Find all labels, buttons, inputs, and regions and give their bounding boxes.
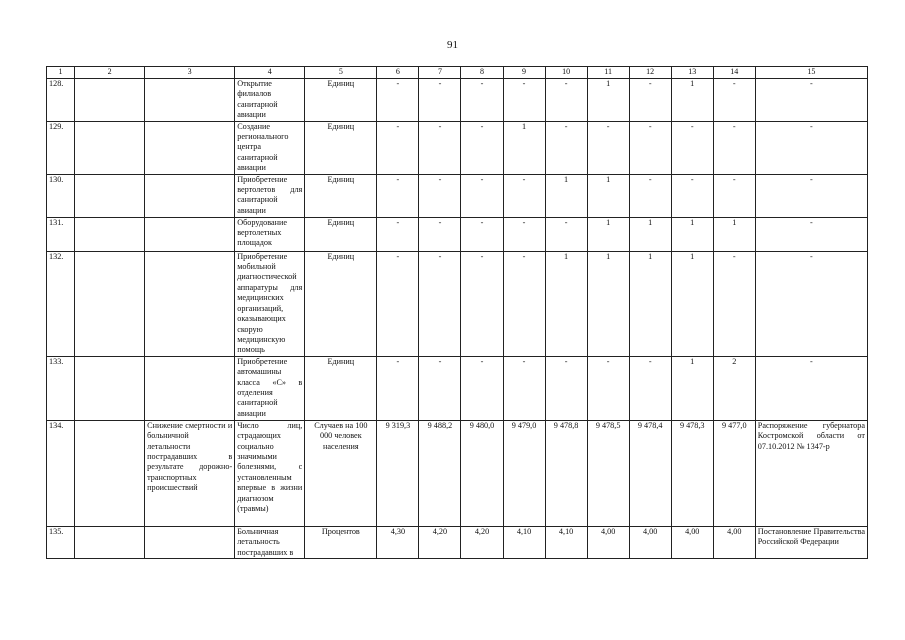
value-cell: - <box>461 174 503 217</box>
row-number: 131. <box>47 217 75 251</box>
value-cell: 4,00 <box>587 526 629 558</box>
value-cell: - <box>629 174 671 217</box>
value-cell: - <box>671 121 713 174</box>
indicator-name: Число лиц, страдающих социально значимыми болезнями, с установленным впервые в жизни диагнозом (травмы) <box>235 420 305 526</box>
value-cell: - <box>503 217 545 251</box>
value-cell: - <box>629 79 671 122</box>
value-cell: 9 480,0 <box>461 420 503 526</box>
unit: Единиц <box>305 79 377 122</box>
table-row <box>47 79 868 122</box>
value-cell: - <box>671 174 713 217</box>
table-row <box>47 174 868 217</box>
table-row <box>47 356 868 420</box>
row-col2 <box>75 79 145 122</box>
goal-text: Снижение смертности и больничной летальности пострадавших в результате дорожно-транспортных происшествий <box>145 420 235 526</box>
value-cell: 1 <box>545 251 587 356</box>
header-cell: 3 <box>145 67 235 79</box>
value-cell: - <box>503 356 545 420</box>
page-number: 91 <box>447 39 458 51</box>
legal-basis: Постановление Правительства Российской Федерации <box>755 526 867 558</box>
value-cell: - <box>419 217 461 251</box>
goal-text <box>145 79 235 122</box>
row-col2 <box>75 174 145 217</box>
indicator-name: Создание регионального центра санитарной авиации <box>235 121 305 174</box>
value-cell: - <box>587 356 629 420</box>
goal-text <box>145 217 235 251</box>
legal-basis: - <box>755 356 867 420</box>
value-cell: - <box>419 121 461 174</box>
indicator-name: Оборудование вертолетных площадок <box>235 217 305 251</box>
row-col2 <box>75 121 145 174</box>
value-cell: - <box>713 174 755 217</box>
value-cell: 1 <box>713 217 755 251</box>
value-cell: - <box>503 174 545 217</box>
row-number: 129. <box>47 121 75 174</box>
header-cell: 13 <box>671 67 713 79</box>
value-cell: 9 478,5 <box>587 420 629 526</box>
header-cell: 8 <box>461 67 503 79</box>
header-cell: 15 <box>755 67 867 79</box>
value-cell: 2 <box>713 356 755 420</box>
value-cell: - <box>629 356 671 420</box>
row-col2 <box>75 217 145 251</box>
value-cell: 9 479,0 <box>503 420 545 526</box>
goal-text <box>145 251 235 356</box>
value-cell: 4,00 <box>629 526 671 558</box>
value-cell: - <box>377 174 419 217</box>
value-cell: - <box>587 121 629 174</box>
header-cell: 4 <box>235 67 305 79</box>
value-cell: 1 <box>671 79 713 122</box>
value-cell: - <box>713 251 755 356</box>
value-cell: 1 <box>587 79 629 122</box>
table-row <box>47 251 868 356</box>
table-row <box>47 420 868 526</box>
row-number: 132. <box>47 251 75 356</box>
value-cell: - <box>377 79 419 122</box>
header-cell: 14 <box>713 67 755 79</box>
value-cell: - <box>377 251 419 356</box>
value-cell: 9 478,8 <box>545 420 587 526</box>
value-cell: 1 <box>587 217 629 251</box>
value-cell: 9 478,3 <box>671 420 713 526</box>
value-cell: 4,20 <box>419 526 461 558</box>
header-cell: 9 <box>503 67 545 79</box>
value-cell: - <box>503 251 545 356</box>
unit: Единиц <box>305 217 377 251</box>
value-cell: - <box>377 217 419 251</box>
value-cell: - <box>419 174 461 217</box>
value-cell: 1 <box>629 251 671 356</box>
indicator-name: Приобретение вертолетов для санитарной авиации <box>235 174 305 217</box>
value-cell: - <box>461 251 503 356</box>
row-number: 133. <box>47 356 75 420</box>
unit: Единиц <box>305 356 377 420</box>
unit: Единиц <box>305 174 377 217</box>
value-cell: - <box>713 121 755 174</box>
legal-basis: - <box>755 251 867 356</box>
value-cell: - <box>545 217 587 251</box>
unit: Единиц <box>305 251 377 356</box>
value-cell: - <box>419 79 461 122</box>
value-cell: - <box>503 79 545 122</box>
row-number: 134. <box>47 420 75 526</box>
value-cell: - <box>545 356 587 420</box>
row-number: 130. <box>47 174 75 217</box>
table-row <box>47 217 868 251</box>
row-number: 128. <box>47 79 75 122</box>
indicator-name: Приобретение автомашины класса «С» в отделения санитарной авиации <box>235 356 305 420</box>
value-cell: 1 <box>671 217 713 251</box>
header-cell: 6 <box>377 67 419 79</box>
goal-text <box>145 174 235 217</box>
indicator-name: Открытие филиалов санитарной авиации <box>235 79 305 122</box>
value-cell: 1 <box>545 174 587 217</box>
value-cell: - <box>461 356 503 420</box>
value-cell: 9 319,3 <box>377 420 419 526</box>
header-cell: 11 <box>587 67 629 79</box>
header-cell: 5 <box>305 67 377 79</box>
row-col2 <box>75 526 145 558</box>
value-cell: - <box>713 79 755 122</box>
value-cell: - <box>545 79 587 122</box>
header-cell: 7 <box>419 67 461 79</box>
legal-basis: Распоряжение губернатора Костромской области от 07.10.2012 № 1347-р <box>755 420 867 526</box>
value-cell: 4,00 <box>713 526 755 558</box>
value-cell: 1 <box>629 217 671 251</box>
row-col2 <box>75 356 145 420</box>
legal-basis: - <box>755 79 867 122</box>
goal-text <box>145 121 235 174</box>
goal-text <box>145 526 235 558</box>
value-cell: 9 477,0 <box>713 420 755 526</box>
value-cell: 4,10 <box>545 526 587 558</box>
header-row <box>47 67 868 79</box>
value-cell: 9 488,2 <box>419 420 461 526</box>
header-cell: 1 <box>47 67 75 79</box>
legal-basis: - <box>755 174 867 217</box>
indicators-table <box>46 66 868 559</box>
header-cell: 10 <box>545 67 587 79</box>
indicator-name: Больничная летальность пострадавших в <box>235 526 305 558</box>
unit: Единиц <box>305 121 377 174</box>
value-cell: 1 <box>587 174 629 217</box>
goal-text <box>145 356 235 420</box>
value-cell: 1 <box>503 121 545 174</box>
value-cell: - <box>545 121 587 174</box>
row-col2 <box>75 420 145 526</box>
header-cell: 12 <box>629 67 671 79</box>
value-cell: 1 <box>671 251 713 356</box>
table-row <box>47 121 868 174</box>
value-cell: - <box>461 79 503 122</box>
header-cell: 2 <box>75 67 145 79</box>
value-cell: - <box>419 251 461 356</box>
legal-basis: - <box>755 121 867 174</box>
value-cell: - <box>461 217 503 251</box>
value-cell: 9 478,4 <box>629 420 671 526</box>
value-cell: 4,10 <box>503 526 545 558</box>
value-cell: - <box>377 356 419 420</box>
value-cell: - <box>419 356 461 420</box>
indicator-name: Приобретение мобильной диагностической аппаратуры для медицинских организаций, оказывающих скорую медицинскую помощь <box>235 251 305 356</box>
value-cell: 4,30 <box>377 526 419 558</box>
row-col2 <box>75 251 145 356</box>
value-cell: - <box>629 121 671 174</box>
value-cell: - <box>377 121 419 174</box>
value-cell: 4,00 <box>671 526 713 558</box>
value-cell: 4,20 <box>461 526 503 558</box>
legal-basis: - <box>755 217 867 251</box>
unit: Процентов <box>305 526 377 558</box>
value-cell: - <box>461 121 503 174</box>
value-cell: 1 <box>671 356 713 420</box>
value-cell: 1 <box>587 251 629 356</box>
table-row <box>47 526 868 558</box>
unit: Случаев на 100 000 человек населения <box>305 420 377 526</box>
row-number: 135. <box>47 526 75 558</box>
